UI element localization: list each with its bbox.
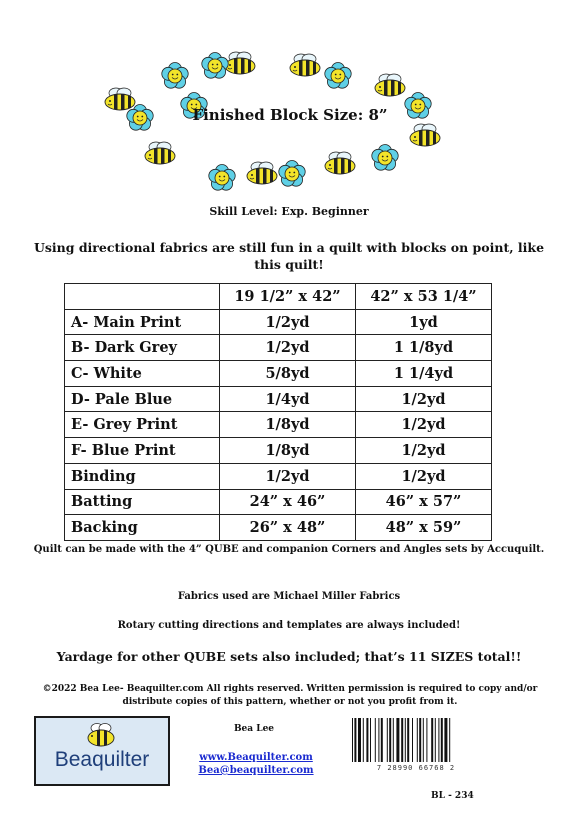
intro-text: Using directional fabrics are still fun in a quilt with blocks on point, like this quilt! [33,240,545,272]
yardage-cell: 1 1/8yd [356,335,492,361]
table-row [65,463,492,489]
rotary-note: Rotary cutting directions and templates are always included! [117,620,461,631]
fabric-label: Batting [65,489,220,515]
barcode-bar [441,718,443,762]
barcode-bar [412,718,413,762]
barcode-bar [435,718,436,762]
yardage-cell: 1/8yd [220,438,356,464]
barcode-bar [352,718,353,762]
fabric-label: A- Main Print [65,309,220,335]
barcode-bar [405,718,406,762]
yardage-cell: 1/8yd [220,412,356,438]
barcode-bar [423,718,424,762]
barcode-bar [444,718,447,762]
table-header-row [65,284,492,310]
yardage-cell: 1/4yd [220,386,356,412]
yardage-cell: 1/2yd [356,386,492,412]
table-row [65,489,492,515]
barcode-bar [407,718,409,762]
barcode-bar [438,718,439,762]
fabric-label: E- Grey Print [65,412,220,438]
fabric-label: Backing [65,515,220,541]
website-link[interactable]: www.Beaquilter.com [199,752,313,763]
logo-text: Beaquilter [54,748,150,771]
fabric-label: D- Pale Blue [65,386,220,412]
table-row [65,361,492,387]
barcode-bar [370,718,371,762]
copyright-notice: ©2022 Bea Lee- Beaquilter.com All rights reserved. Written permission is required to copy and/or distribute copies of this pattern, whether or not you profit from it. [42,684,538,707]
yardage-cell: 46” x 57” [356,489,492,515]
barcode-bar [366,718,368,762]
yardage-cell: 48” x 59” [356,515,492,541]
table-row [65,515,492,541]
yardage-cell: 1/2yd [356,463,492,489]
fabric-label: B- Dark Grey [65,335,220,361]
table-row [65,386,492,412]
finished-block-size: Finished Block Size: 8” [192,106,388,124]
pattern-code: BL - 234 [431,791,474,801]
barcode-bar [417,718,418,762]
barcode-bar [426,718,427,762]
yardage-cell: 1 1/4yd [356,361,492,387]
yardage-cell: 24” x 46” [220,489,356,515]
barcode-bar [401,718,403,762]
barcode-bar [363,718,364,762]
qube-note: Quilt can be made with the 4” QUBE and companion Corners and Angles sets by Accuquilt. [33,544,545,555]
barcode-bar [381,718,383,762]
table-row [65,309,492,335]
barcode-bar [431,718,433,762]
barcode-number: 7 28990 66768 2 [376,764,456,772]
table-row [65,412,492,438]
fabrics-note: Fabrics used are Michael Miller Fabrics [177,591,401,602]
barcode-bar [419,718,421,762]
barcode-bar [354,718,356,762]
yardage-note: Yardage for other QUBE sets also included; that’s 11 SIZES total!! [56,649,522,664]
yardage-table [64,283,492,541]
yardage-cell: 5/8yd [220,361,356,387]
column-header: 19 1/2” x 42” [220,284,356,310]
barcode-bar [387,718,388,762]
column-header: 42” x 53 1/4” [356,284,492,310]
author-name: Bea Lee [233,724,275,734]
barcode [350,718,480,762]
fabric-label: C- White [65,361,220,387]
yardage-cell: 1/2yd [220,335,356,361]
barcode-bar [396,718,399,762]
fabric-label: Binding [65,463,220,489]
barcode-bar [393,718,394,762]
barcode-bar [358,718,361,762]
column-header [65,284,220,310]
beaquilter-logo [34,716,170,786]
barcode-bar [378,718,379,762]
yardage-cell: 26” x 48” [220,515,356,541]
fabric-label: F- Blue Print [65,438,220,464]
yardage-cell: 1/2yd [356,412,492,438]
barcode-bar [375,718,376,762]
yardage-cell: 1/2yd [356,438,492,464]
yardage-cell: 1/2yd [220,309,356,335]
skill-level: Skill Level: Exp. Beginner [209,205,369,218]
yardage-cell: 1/2yd [220,463,356,489]
yardage-cell: 1yd [356,309,492,335]
barcode-bar [389,718,391,762]
barcode-bar [449,718,450,762]
table-row [65,335,492,361]
email-link[interactable]: Bea@beaquilter.com [198,765,314,776]
table-row [65,438,492,464]
